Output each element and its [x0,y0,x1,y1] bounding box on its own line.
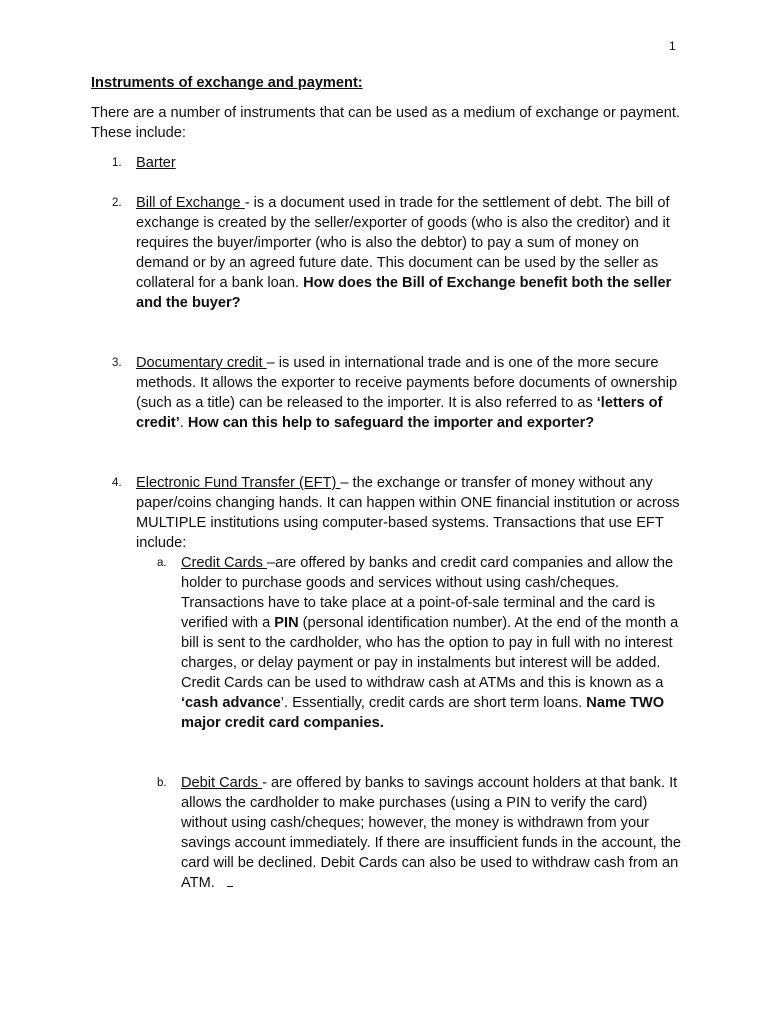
sub-item-credit-cards [157,553,681,733]
page-number: 1 [669,39,676,53]
document-heading: Instruments of exchange and payment: [91,75,363,91]
term-eft: Electronic Fund Transfer (EFT) [136,475,341,491]
credit-cards-text-3: ’. Essentially, credit cards are short term loans. [280,695,587,711]
credit-cards-paragraph [181,553,681,733]
list-item-bill-of-exchange [112,193,681,313]
list-marker: 3. [112,357,122,369]
list-item-eft [112,473,681,553]
bill-of-exchange-question: How does the Bill of Exchange benefit both the seller and the buyer? [136,275,672,311]
eft-description: – the exchange or transfer of money without any paper/coins changing hands. It can happen within ONE financial institution or across MULTIPLE institutions using computer-based systems. Transactions that use EFT include: [136,475,680,551]
term-debit-cards: Debit Cards [181,775,263,791]
documentary-credit-description: – is used in international trade and is one of the more secure methods. It allows the exporter to receive payments before documents of ownership (such as a title) can be released to the importer. It is also referred to as [136,355,678,411]
term-credit-cards: Credit Cards [181,555,267,571]
bill-of-exchange-paragraph [136,193,681,313]
list-marker: 1. [112,157,122,169]
term-documentary-credit: Documentary credit [136,355,267,371]
eft-paragraph [136,473,681,553]
documentary-credit-separator: . [179,415,188,431]
cash-advance-term: ‘cash advance [181,695,281,711]
list-marker: 4. [112,477,122,489]
credit-cards-text-2: (personal identification number). At the end of the month a bill is sent to the cardholder, who has the option to pay in full with no interest charges, or delay payment or pay in instalments but interest will be added. Credit Cards can be used to withdraw cash at ATMs and this is known as a [181,615,679,691]
letters-of-credit-term: ‘letters of credit’ [136,395,663,431]
bill-of-exchange-description: - is a document used in trade for the settlement of debt. The bill of exchange is created by the seller/exporter of goods (who is also the creditor) and it requires the buyer/importer (who is also the debtor) to pay a sum of money on demand or by an agreed future date. This document can be used by the seller as collateral for a bank loan. [136,195,670,291]
term-bill-of-exchange: Bill of Exchange [136,195,245,211]
credit-cards-question: Name TWO major credit card companies. [181,695,665,731]
trailing-underline-mark [227,874,233,887]
pin-term: PIN [274,615,299,631]
list-item-documentary-credit [112,353,681,433]
sub-list-marker: b. [157,777,167,789]
intro-paragraph: There are a number of instruments that can be used as a medium of exchange or payment. These include: [91,105,680,141]
documentary-credit-paragraph [136,353,681,433]
sub-list-marker: a. [157,557,167,569]
list-item-barter [112,153,681,173]
debit-cards-text: - are offered by banks to savings account holders at that bank. It allows the cardholder to make purchases (using a PIN to verify the card) without using cash/cheques; however, the money is withdrawn from your savings account immediately. If there are insufficient funds in the account, the card will be declined. Debit Cards can also be used to withdraw cash from an ATM. [181,775,681,891]
sub-item-debit-cards [157,773,681,893]
debit-cards-paragraph [181,773,681,893]
documentary-credit-question: How can this help to safeguard the importer and exporter? [187,415,595,431]
list-marker: 2. [112,197,122,209]
credit-cards-text-1: –are offered by banks and credit card companies and allow the holder to purchase goods and services without using cash/cheques. Transactions have to take place at a point-of-sale terminal and the card is verified with a [181,555,674,631]
term-barter: Barter [136,155,176,171]
